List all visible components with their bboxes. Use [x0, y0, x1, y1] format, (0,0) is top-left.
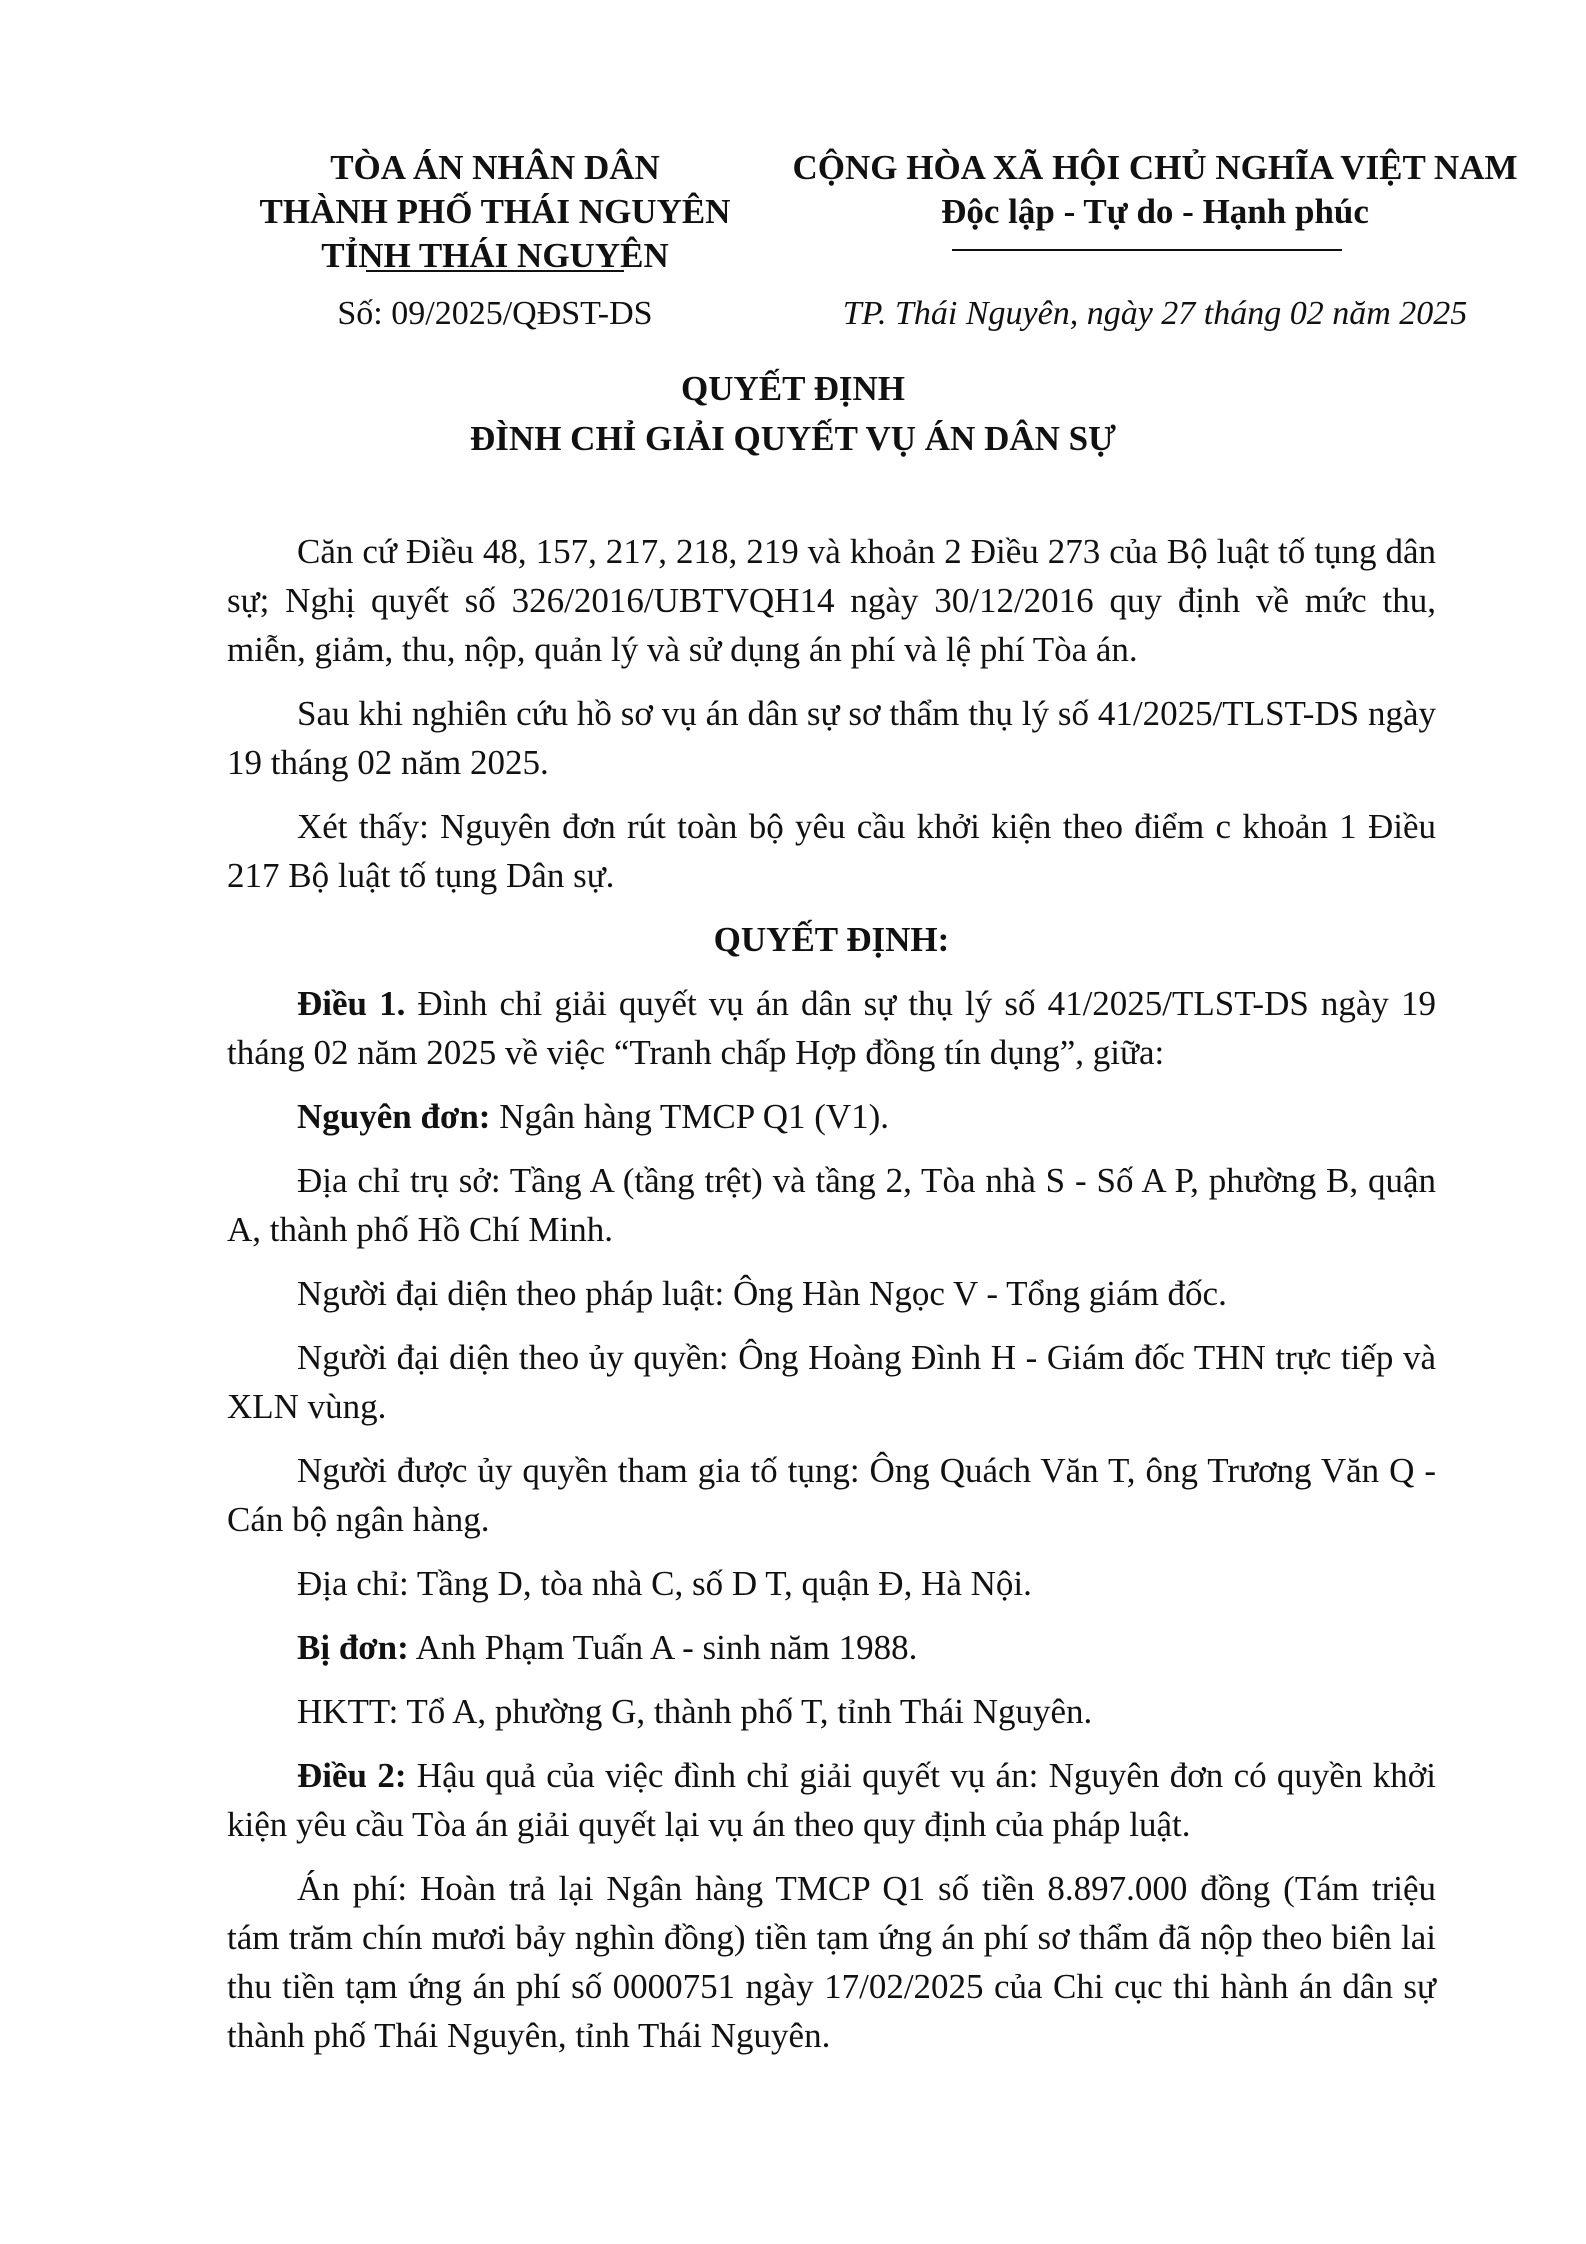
court-fee-paragraph: Án phí: Hoàn trả lại Ngân hàng TMCP Q1 số tiền 8.897.000 đồng (Tám triệu tám trăm chín mươi bảy nghìn đồng) tiền tạm ứng án phí sơ thẩm đã nộp theo biên lai thu tiền tạm ứng án phí số 0000751 ngày 17/02/2025 của Chi cục thi hành án dân sự thành phố Thái Nguyên, tỉnh Thái Nguyên.	[227, 1869, 1436, 2055]
article-1-text: Đình chỉ giải quyết vụ án dân sự thụ lý số 41/2025/TLST-DS ngày 19 tháng 02 năm 2025 về việc “Tranh chấp Hợp đồng tín dụng”, giữa:	[227, 984, 1437, 1072]
article-1-label: Điều 1.	[297, 984, 406, 1023]
article-1-paragraph	[227, 979, 1436, 1077]
document-number: Số: 09/2025/QĐST-DS	[337, 295, 653, 332]
document-title: QUYẾT ĐỊNH	[681, 369, 905, 408]
authorized-persons-paragraph: Người được ủy quyền tham gia tố tụng: Ông Quách Văn T, ông Trương Văn Q - Cán bộ ngân hàng.	[227, 1451, 1436, 1539]
legal-basis-paragraph: Căn cứ Điều 48, 157, 217, 218, 219 và khoản 2 Điều 273 của Bộ luật tố tụng dân sự; Nghị quyết số 326/2016/UBTVQH14 ngày 30/12/2016 quy định về mức thu, miễn, giảm, thu, nộp, quản lý và sử dụng án phí và lệ phí Tòa án.	[227, 532, 1436, 669]
defendant-text: Anh Phạm Tuấn A - sinh năm 1988.	[408, 1628, 918, 1667]
national-motto: Độc lập - Tự do - Hạnh phúc	[941, 192, 1369, 231]
plaintiff-label: Nguyên đơn:	[297, 1097, 491, 1136]
case-review-paragraph: Sau khi nghiên cứu hồ sơ vụ án dân sự sơ thẩm thụ lý số 41/2025/TLST-DS ngày 19 tháng 02 năm 2025.	[227, 694, 1436, 782]
defendant-label: Bị đơn:	[297, 1628, 409, 1667]
article-2-label: Điều 2:	[297, 1756, 407, 1795]
plaintiff-paragraph	[227, 1092, 1436, 1141]
authorized-representative-paragraph: Người đại diện theo ủy quyền: Ông Hoàng Đình H - Giám đốc THN trực tiếp và XLN vùng.	[227, 1338, 1436, 1426]
document-date: TP. Thái Nguyên, ngày 27 tháng 02 năm 2025	[842, 295, 1468, 332]
decision-heading: QUYẾT ĐỊNH:	[713, 920, 950, 959]
court-name-line1: TÒA ÁN NHÂN DÂN	[330, 148, 660, 187]
representative-address-paragraph: Địa chỉ: Tầng D, tòa nhà C, số D T, quận Đ, Hà Nội.	[297, 1564, 1032, 1603]
court-header	[225, 146, 765, 278]
defendant-paragraph	[227, 1623, 1436, 1672]
court-header-underline	[366, 270, 624, 272]
office-address-paragraph: Địa chỉ trụ sở: Tầng A (tầng trệt) và tầng 2, Tòa nhà S - Số A P, phường B, quận A, thành phố Hồ Chí Minh.	[227, 1161, 1436, 1249]
article-2-paragraph	[227, 1751, 1436, 1849]
court-name-line2: THÀNH PHỐ THÁI NGUYÊN	[259, 192, 731, 231]
legal-representative-paragraph: Người đại diện theo pháp luật: Ông Hàn Ngọc V - Tổng giám đốc.	[297, 1274, 1227, 1313]
court-name-line3: TỈNH THÁI NGUYÊN	[321, 236, 669, 275]
defendant-residence-paragraph: HKTT: Tổ A, phường G, thành phố T, tỉnh Thái Nguyên.	[297, 1692, 1093, 1731]
national-header-underline	[952, 249, 1342, 251]
document-subtitle: ĐÌNH CHỈ GIẢI QUYẾT VỤ ÁN DÂN SỰ	[470, 419, 1116, 458]
document-body	[227, 527, 1436, 2075]
plaintiff-text: Ngân hàng TMCP Q1 (V1).	[490, 1097, 890, 1136]
national-header	[765, 146, 1545, 234]
article-2-text: Hậu quả của việc đình chỉ giải quyết vụ án: Nguyên đơn có quyền khởi kiện yêu cầu Tòa án giải quyết lại vụ án theo quy định của pháp luật.	[227, 1756, 1437, 1844]
country-name: CỘNG HÒA XÃ HỘI CHỦ NGHĨA VIỆT NAM	[792, 148, 1518, 187]
finding-paragraph: Xét thấy: Nguyên đơn rút toàn bộ yêu cầu khởi kiện theo điểm c khoản 1 Điều 217 Bộ luật tố tụng Dân sự.	[227, 807, 1436, 895]
